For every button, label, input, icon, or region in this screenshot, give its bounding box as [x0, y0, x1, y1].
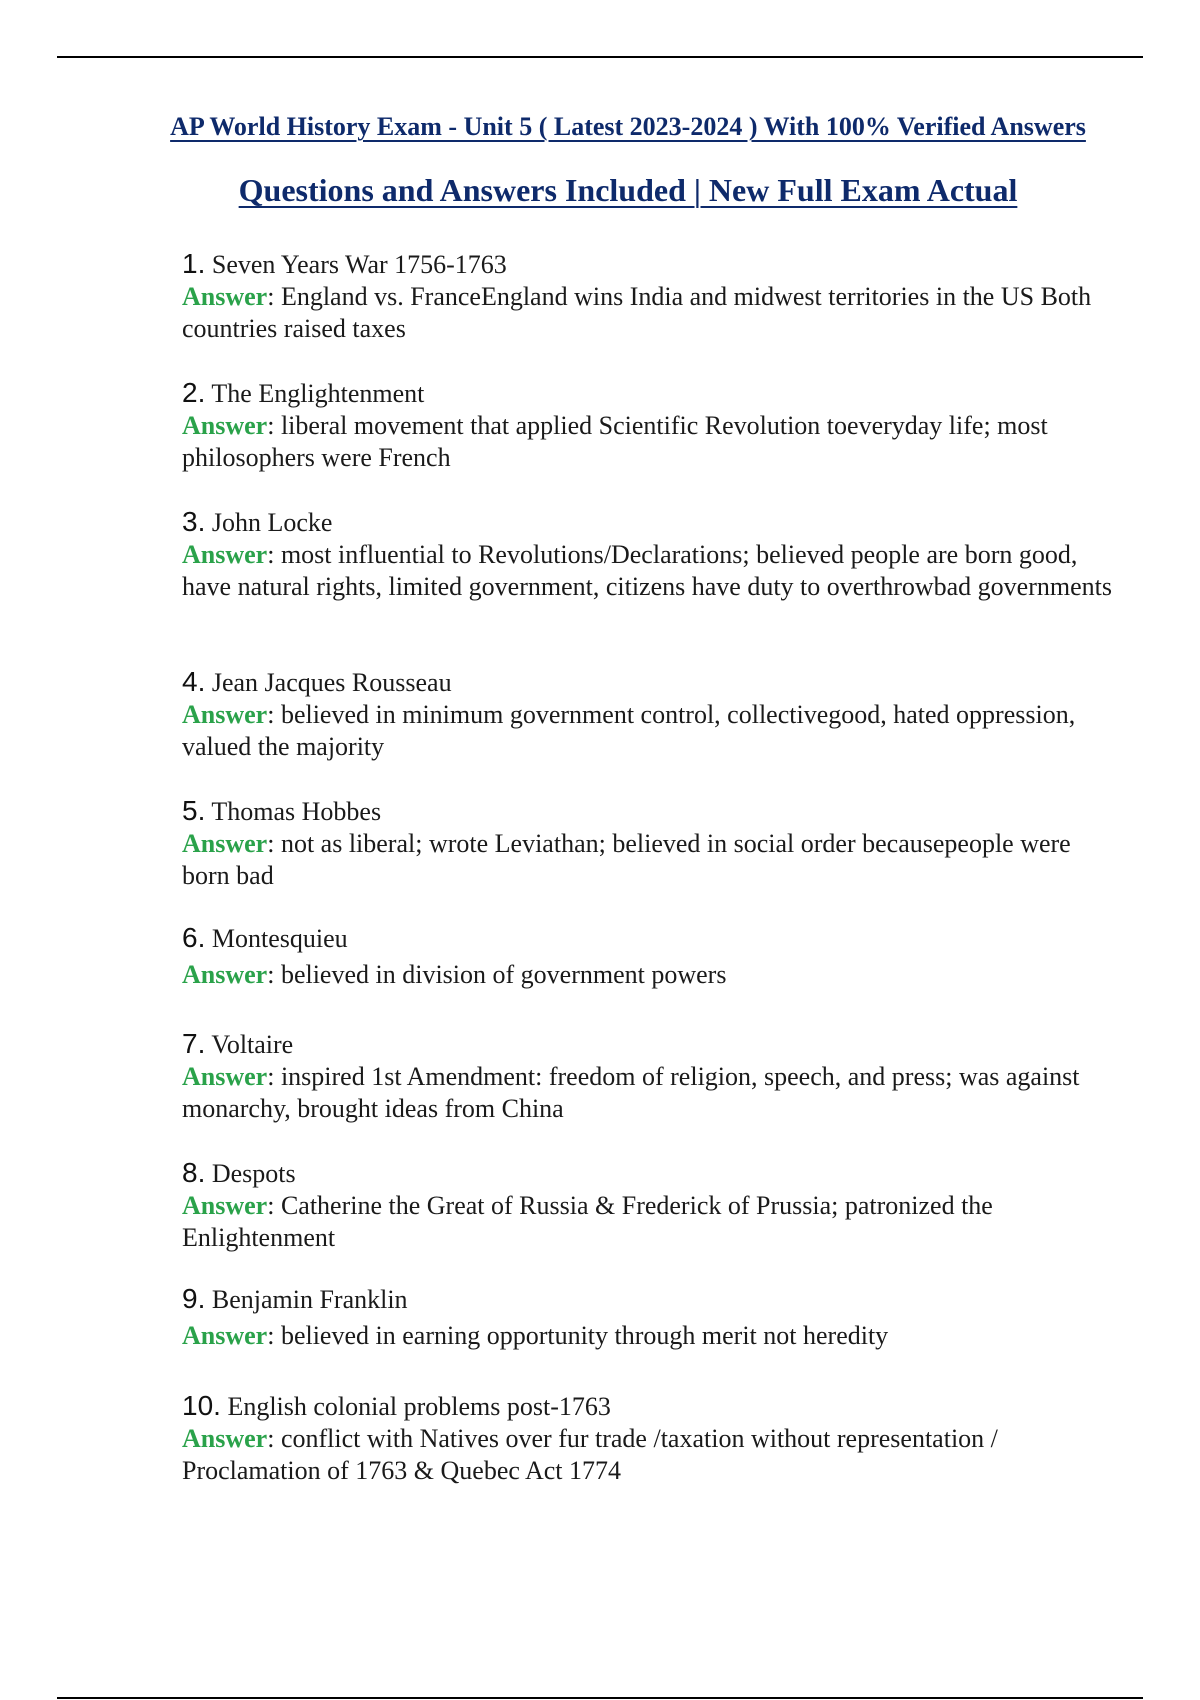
answer-text: : England vs. FranceEngland wins India and midwest territories in the US Both countries raised taxes — [182, 282, 1092, 343]
qa-item-8 — [182, 1157, 1122, 1254]
question-text: English colonial problems post-1763 — [227, 1392, 611, 1421]
answer — [182, 410, 1122, 474]
answer-text: : believed in earning opportunity through merit not heredity — [267, 1321, 889, 1350]
answer-label: Answer — [182, 282, 268, 311]
qa-item-3 — [182, 506, 1122, 603]
answer — [182, 1190, 1122, 1254]
qa-item-10 — [182, 1390, 1122, 1487]
answer-label: Answer — [182, 700, 268, 729]
question-number: 8. — [182, 1157, 206, 1188]
answer-label: Answer — [182, 1424, 268, 1453]
question-text: Montesquieu — [211, 924, 348, 953]
question — [182, 506, 1122, 539]
qa-item-5 — [182, 795, 1122, 892]
question-text: Voltaire — [211, 1030, 294, 1059]
document-title: AP World History Exam - Unit 5 ( Latest 2023-2024 ) With 100% Verified Answers — [170, 112, 1086, 141]
question-text: Benjamin Franklin — [211, 1285, 408, 1314]
answer-label: Answer — [182, 1062, 268, 1091]
question — [182, 1283, 1122, 1316]
qa-item-6 — [182, 922, 1122, 991]
question-number: 1. — [182, 248, 206, 279]
qa-item-4 — [182, 666, 1122, 763]
question — [182, 1157, 1122, 1190]
bottom-rule — [57, 1697, 1143, 1699]
question — [182, 1028, 1122, 1061]
answer-label: Answer — [182, 1191, 268, 1220]
question-number: 9. — [182, 1283, 206, 1314]
answer-label: Answer — [182, 829, 268, 858]
question-number: 3. — [182, 506, 206, 537]
qa-item-2 — [182, 377, 1122, 474]
answer — [182, 699, 1122, 763]
answer-label: Answer — [182, 1321, 268, 1350]
qa-item-9 — [182, 1283, 1122, 1352]
answer-text: : inspired 1st Amendment: freedom of religion, speech, and press; was against monarchy, brought ideas from China — [182, 1062, 1080, 1123]
answer — [182, 1061, 1122, 1125]
answer-label: Answer — [182, 960, 268, 989]
answer-text: : conflict with Natives over fur trade /taxation without representation / Proclamation of 1763 & Quebec Act 1774 — [182, 1424, 998, 1485]
question — [182, 666, 1122, 699]
question-text: The Englightenment — [211, 379, 425, 408]
top-rule — [57, 56, 1143, 58]
question-number: 5. — [182, 795, 206, 826]
answer — [182, 828, 1122, 892]
question-number: 4. — [182, 666, 206, 697]
qa-item-7 — [182, 1028, 1122, 1125]
answer-text: : liberal movement that applied Scientific Revolution toeveryday life; most philosophers were French — [182, 411, 1048, 472]
answer-label: Answer — [182, 411, 268, 440]
answer — [182, 281, 1122, 345]
question-text: Thomas Hobbes — [211, 797, 382, 826]
answer — [182, 1320, 1122, 1352]
question-text: Seven Years War 1756-1763 — [211, 250, 507, 279]
question-number: 6. — [182, 922, 206, 953]
answer — [182, 959, 1122, 991]
question — [182, 377, 1122, 410]
answer-text: : believed in minimum government control, collectivegood, hated oppression, valued the majority — [182, 700, 1076, 761]
document-subtitle: Questions and Answers Included | New Full Exam Actual — [238, 172, 1018, 208]
question — [182, 795, 1122, 828]
answer-text: : Catherine the Great of Russia & Frederick of Prussia; patronized the Enlightenment — [182, 1191, 993, 1252]
answer-text: : not as liberal; wrote Leviathan; believed in social order becausepeople were born bad — [182, 829, 1071, 890]
question — [182, 248, 1122, 281]
question — [182, 1390, 1122, 1423]
question-number: 7. — [182, 1028, 206, 1059]
qa-item-1 — [182, 248, 1122, 345]
question-number: 2. — [182, 377, 206, 408]
question-text: Despots — [211, 1159, 296, 1188]
question-text: John Locke — [211, 508, 333, 537]
answer — [182, 539, 1122, 603]
question — [182, 922, 1122, 955]
answer-text: : most influential to Revolutions/Declarations; believed people are born good, have natural rights, limited government, citizens have duty to overthrowbad governments — [182, 540, 1112, 601]
question-text: Jean Jacques Rousseau — [211, 668, 452, 697]
question-number: 10. — [182, 1390, 221, 1421]
answer-label: Answer — [182, 540, 268, 569]
answer — [182, 1423, 1122, 1487]
answer-text: : believed in division of government powers — [267, 960, 727, 989]
